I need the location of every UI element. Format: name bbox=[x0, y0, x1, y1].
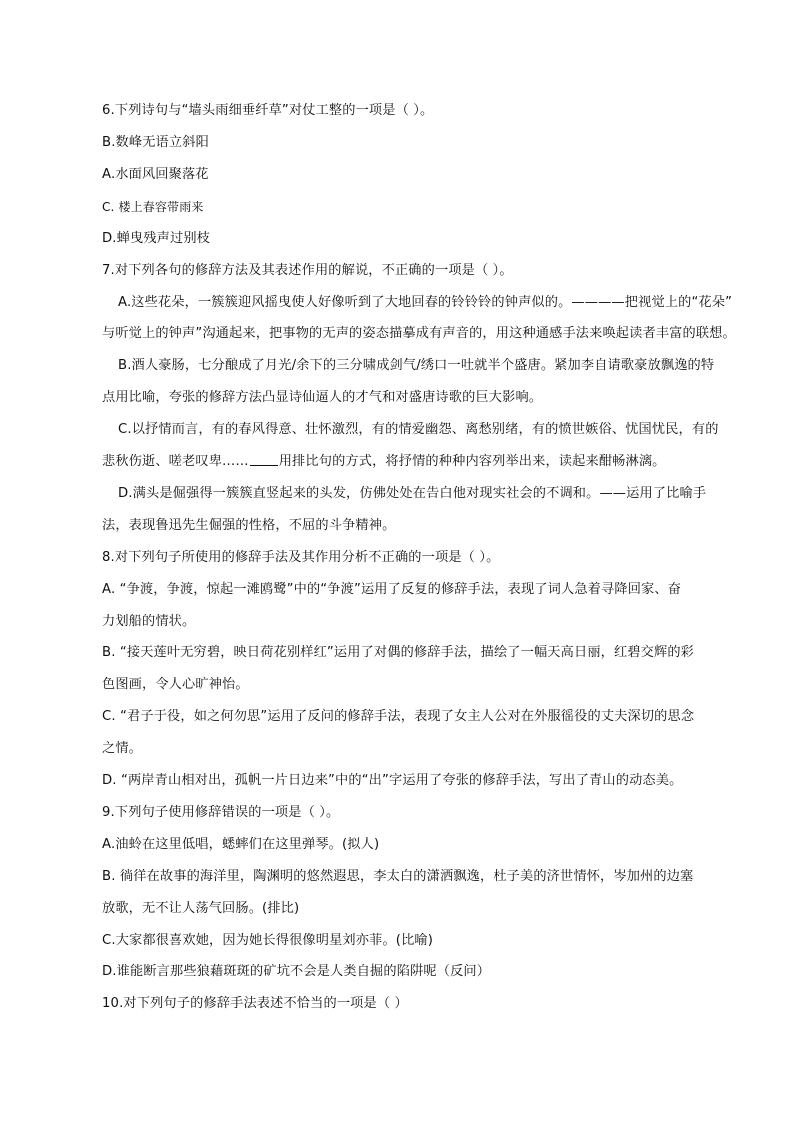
question-9-option-c: C.大家都很喜欢她，因为她长得很像明星刘亦菲。(比喻) bbox=[102, 933, 434, 948]
question-7-option-c-line1: C.以抒情而言，有的春风得意、壮怀激烈，有的情爱幽怨、离愁别绪，有的愤世嫉俗、忧国忧民，有的 bbox=[118, 422, 719, 437]
question-7-option-a-line2: 与听觉上的钟声”沟通起来，把事物的无声的姿态描摹成有声音的，用这种通感手法来唤起读者丰富的联想。 bbox=[102, 326, 736, 341]
question-7-option-a-line1: A.这些花朵，一簇簇迎风摇曳使人好像听到了大地回春的铃铃铃的钟声似的。————把视觉上的“花朵” bbox=[118, 295, 733, 310]
answer-blank bbox=[250, 453, 278, 466]
question-9-stem: 9.下列句子使用修辞错误的一项是（ ）。 bbox=[102, 805, 340, 820]
question-6-option-a: A.水面风回聚落花 bbox=[102, 167, 209, 182]
question-7-option-c-text-start: 悲秋伤逝、嗟老叹卑…… bbox=[102, 454, 249, 469]
question-7-option-b-line1: B.酒人豪肠，七分酿成了月光/余下的三分啸成剑气/绣口一吐就半个盛唐。紧加李自请歌豪放飘逸的特 bbox=[118, 358, 715, 373]
question-8-option-c-line1: C. “君子于役，如之何勿思”运用了反问的修辞手法，表现了女主人公对在外服徭役的丈夫深切的思念 bbox=[102, 709, 695, 724]
question-7-option-c-line2 bbox=[102, 452, 722, 472]
question-9-option-b-line2: 放歌，无不让人荡气回肠。(排比) bbox=[102, 901, 300, 916]
question-8-option-b-line2: 色图画，令人心旷神怡。 bbox=[102, 677, 249, 692]
question-8-option-d: D. “两岸青山相对出，孤帆一片日边来”中的“出”字运用了夸张的修辞手法，写出了青山的动态美。 bbox=[102, 773, 683, 788]
question-6-option-d: D.蝉曳残声过别枝 bbox=[102, 231, 211, 246]
question-6-stem: 6.下列诗句与“墙头雨细垂纤草”对仗工整的一项是（ ）。 bbox=[102, 103, 434, 118]
question-7-option-b-line2: 点用比喻，夸张的修辞方法凸显诗仙逼人的才气和对盛唐诗歌的巨大影响。 bbox=[102, 390, 543, 405]
question-9-option-a: A.油蛉在这里低唱，蟋蟀们在这里弹琴。(拟人) bbox=[102, 837, 380, 852]
question-10-stem: 10.对下列句子的修辞手法表述不恰当的一项是（ ） bbox=[102, 996, 408, 1011]
question-8-option-a-line2: 力划船的情状。 bbox=[102, 614, 196, 629]
question-8-stem: 8.对下列句子所使用的修辞手法及其作用分析不正确的一项是（ ）。 bbox=[102, 550, 500, 565]
question-6-option-c: C. 楼上春容带雨来 bbox=[102, 200, 204, 214]
question-7-stem: 7.对下列各句的修辞方法及其表述作用的解说，不正确的一项是（ ）。 bbox=[102, 263, 513, 278]
question-9-option-b-line1: B. 徜徉在故事的海洋里，陶渊明的悠然遐思，李太白的潇洒飘逸，杜子美的济世情怀，岑加州的边塞 bbox=[102, 869, 694, 884]
question-7-option-c-text-end: 用排比句的方式，将抒情的种种内容列举出来，读起来酣畅淋漓。 bbox=[278, 454, 666, 469]
question-8-option-a-line1: A. “争渡，争渡，惊起一滩鸥鹭”中的“争渡”运用了反复的修辞手法，表现了词人急着寻降回家、奋 bbox=[102, 582, 682, 597]
question-8-option-b-line1: B. “接天莲叶无穷碧，映日荷花别样红”运用了对偶的修辞手法，描绘了一幅天高日丽，红碧交辉的彩 bbox=[102, 645, 695, 660]
question-9-option-d: D.谁能断言那些狼藉斑斑的矿坑不会是人类自掘的陷阱呢（反问） bbox=[102, 964, 491, 979]
question-8-option-c-line2: 之情。 bbox=[102, 741, 143, 756]
question-6-option-b: B.数峰无语立斜阳 bbox=[102, 135, 209, 150]
question-7-option-d-line2: 法，表现鲁迅先生倔强的性格，不屈的斗争精神。 bbox=[102, 518, 396, 533]
question-7-option-d-line1: D.满头是倔强得一簇簇直竖起来的头发，仿佛处处在告白他对现实社会的不调和。——运用了比喻手 bbox=[118, 486, 707, 501]
